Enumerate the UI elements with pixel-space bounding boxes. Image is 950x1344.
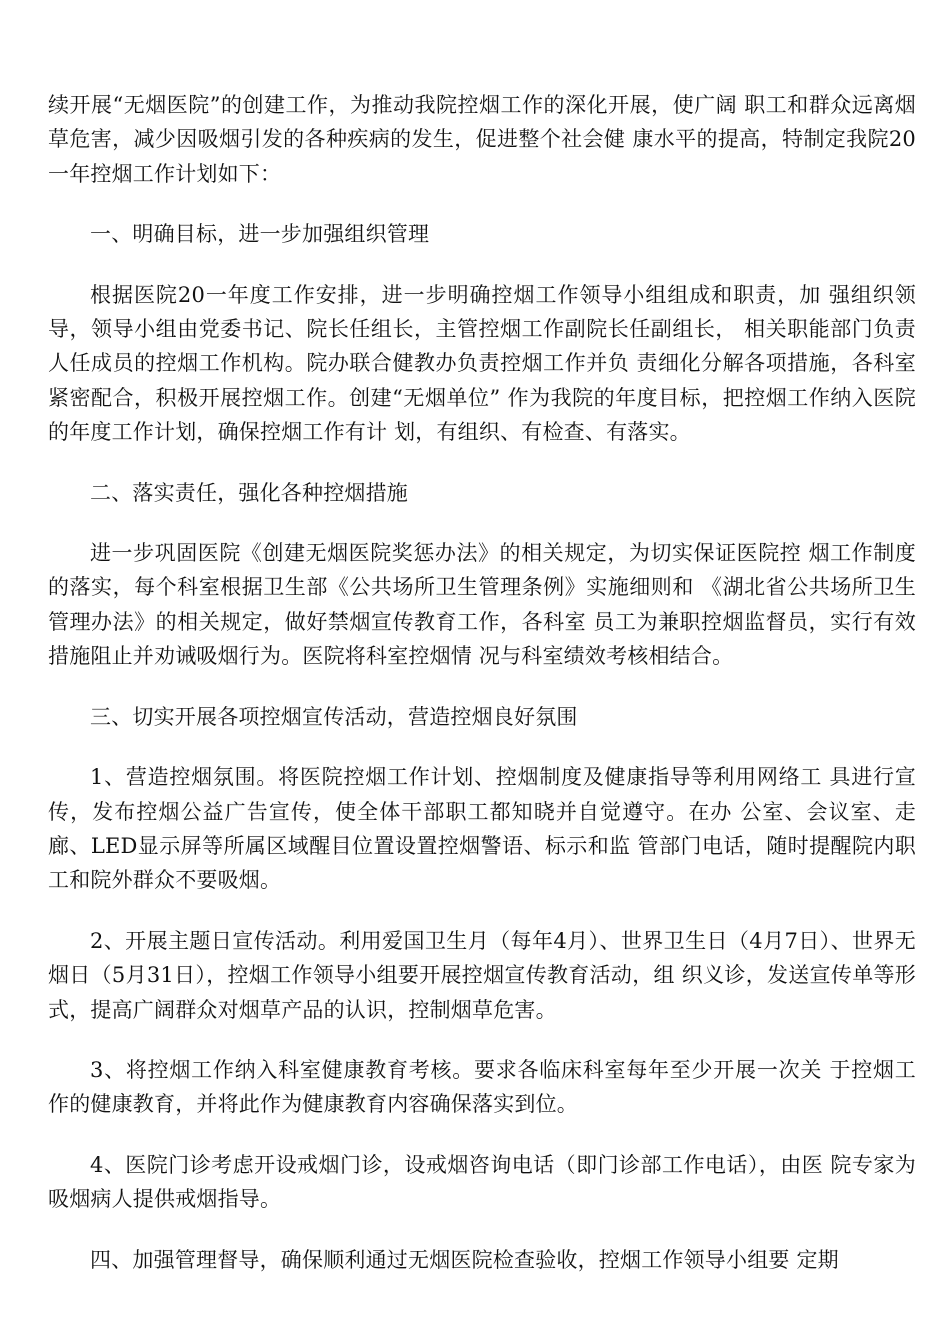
paragraph-gap — [48, 252, 916, 278]
body-paragraph-2: 进一步巩固医院《创建无烟医院奖惩办法》的相关规定，为切实保证医院控 烟工作制度的落实，每个科室根据卫生部《公共场所卫生管理条例》实施细则和 《湖北省公共场所卫生管理办法》的相关规定，做好禁烟宣传教育工作，各科室 员工为兼职控烟监督员，实行有效措施阻止并劝诫吸烟行为。医院将科室控烟情 况与科室绩效考核相结合。 — [48, 541, 916, 669]
document-page — [48, 88, 916, 1277]
section-heading-3: 三、切实开展各项控烟宣传活动，营造控烟良好氛围 — [90, 704, 578, 729]
section-heading-2: 二、落实责任，强化各种控烟措施 — [90, 480, 408, 505]
list-item-2: 2、开展主题日宣传活动。利用爱国卫生月（每年4月）、世界卫生日（4月7日）、世界无烟日（5月31日），控烟工作领导小组要开展控烟宣传教育活动，组 织义诊，发送宣传单等形式，提高广阔群众对烟草产品的认识，控制烟草危害。 — [48, 928, 916, 1022]
list-item-3: 3、将控烟工作纳入科室健康教育考核。要求各临床科室每年至少开展一次关 于控烟工作的健康教育，并将此作为健康教育内容确保落实到位。 — [48, 1057, 916, 1117]
paragraph-gap — [48, 1122, 916, 1148]
list-item-1: 1、营造控烟氛围。将医院控烟工作计划、控烟制度及健康指导等利用网络工 具进行宣传，发布控烟公益广告宣传，使全体干部职工都知晓并自觉遵守。在办 公室、会议室、走廊、LED显示屏等所属区域醒目位置设置控烟警语、标示和监 管部门电话，随时提醒院内职工和院外群众不要吸烟。 — [48, 765, 916, 893]
paragraph-gap — [48, 674, 916, 700]
paragraph-gap — [48, 510, 916, 536]
paragraph-gap — [48, 191, 916, 217]
paragraph-gap — [48, 734, 916, 760]
section-heading-4-paragraph: 四、加强管理督导，确保顺利通过无烟医院检查验收，控烟工作领导小组要 定期 — [90, 1247, 839, 1272]
section-heading-1: 一、明确目标，进一步加强组织管理 — [90, 222, 430, 247]
list-item-4: 4、医院门诊考虑开设戒烟门诊，设戒烟咨询电话（即门诊部工作电话），由医 院专家为吸烟病人提供戒烟指导。 — [48, 1152, 916, 1212]
paragraph-gap — [48, 450, 916, 476]
paragraph-gap — [48, 1217, 916, 1243]
paragraph-gap — [48, 898, 916, 924]
body-paragraph-1: 根据医院20一年度工作安排，进一步明确控烟工作领导小组组成和职责，加 强组织领导，领导小组由党委书记、院长任组长，主管控烟工作副院长任副组长， 相关职能部门负责人任成员的控烟工作机构。院办联合健教办负责控烟工作并负 责细化分解各项措施，各科室紧密配合，积极开展控烟工作。创建“无烟单位” 作为我院的年度目标，把控烟工作纳入医院的年度工作计划，确保控烟工作有计 划，有组织、有检查、有落实。 — [48, 282, 916, 445]
paragraph-gap — [48, 1027, 916, 1053]
intro-paragraph: 续开展“无烟医院”的创建工作，为推动我院控烟工作的深化开展，使广阔 职工和群众远离烟草危害，减少因吸烟引发的各种疾病的发生，促进整个社会健 康水平的提高，特制定我院20一年控烟工作计划如下： — [48, 93, 916, 186]
